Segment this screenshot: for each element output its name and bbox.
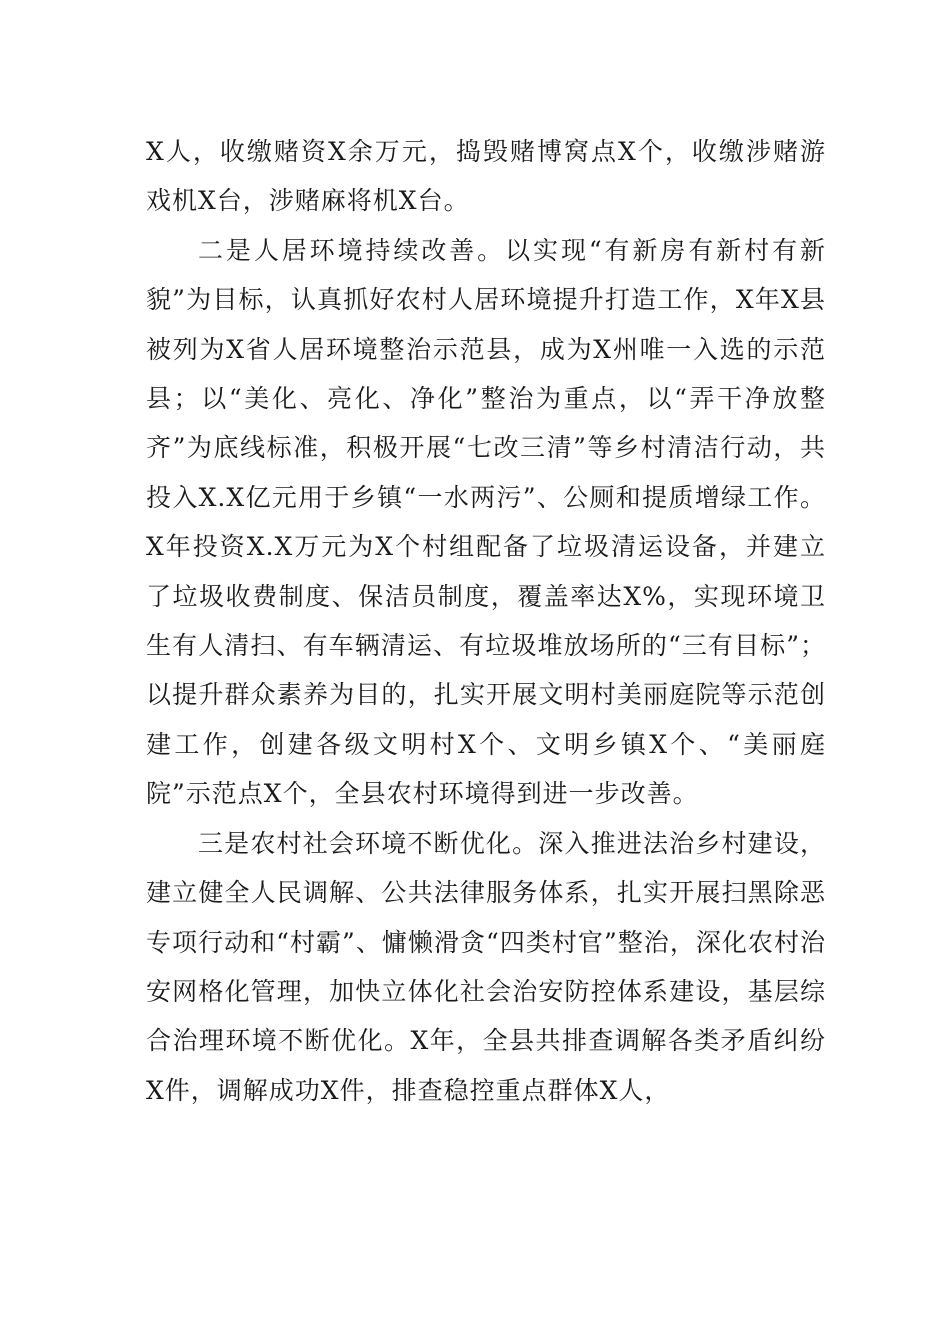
paragraph-living-environment: 二是人居环境持续改善。以实现“有新房有新村有新貌”为目标，认真抓好农村人居环境提升打造工作，X年X县被列为X省人居环境整治示范县，成为X州唯一入选的示范县；以“美化、亮化、净化”整治为重点，以“弄干净放整齐”为底线标准，积极开展“七改三清”等乡村清洁行动，共投入X.X亿元用于乡镇“一水两污”、公厕和提质增绿工作。X年投资X.X万元为X个村组配备了垃圾清运设备，并建立了垃圾收费制度、保洁员制度，覆盖率达X%，实现环境卫生有人清扫、有车辆清运、有垃圾堆放场所的“三有目标”；以提升群众素养为目的，扎实开展文明村美丽庭院等示范创建工作，创建各级文明村X个、文明乡镇X个、“美丽庭院”示范点X个，全县农村环境得到进一步改善。 (146, 235, 826, 809)
paragraph-social-environment: 三是农村社会环境不断优化。深入推进法治乡村建设，建立健全人民调解、公共法律服务体系，扎实开展扫黑除恶专项行动和“村霸”、慵懒滑贪“四类村官”整治，深化农村治安网格化管理，加快立体化社会治安防控体系建设，基层综合治理环境不断优化。X年，全县共排查调解各类矛盾纠纷X件，调解成功X件，排查稳控重点群体X人， (146, 828, 826, 1105)
document-body (146, 127, 826, 1115)
paragraph-continuation: X人，收缴赌资X余万元，捣毁赌博窝点X个，收缴涉赌游戏机X台，涉赌麻将机X台。 (146, 137, 826, 216)
